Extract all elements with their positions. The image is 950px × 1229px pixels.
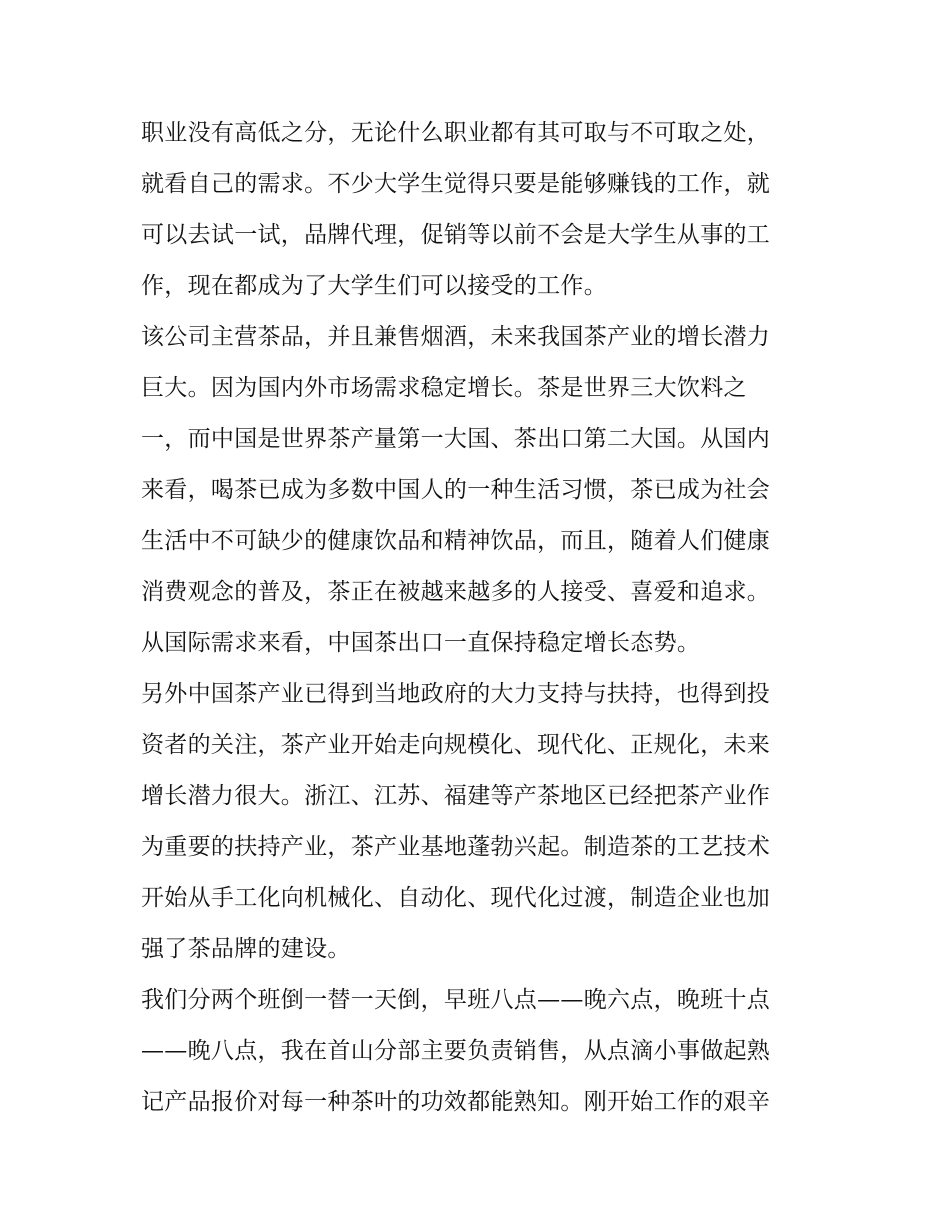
paragraph-company-business [141,312,813,669]
text-line: 资者的关注，茶产业开始走向规模化、现代化、正规化，未来 [141,732,771,758]
paragraph-career-view [141,108,813,312]
text-line: 从国际需求来看，中国茶出口一直保持稳定增长态势。 [141,630,701,656]
paragraph-work-shifts [141,975,813,1128]
text-line: 另外中国茶产业已得到当地政府的大力支持与扶持，也得到投 [141,681,771,707]
text-line: 巨大。因为国内外市场需求稳定增长。茶是世界三大饮料之 [141,375,747,401]
document-body [141,108,813,1128]
text-line: 开始从手工化向机械化、自动化、现代化过渡，制造企业也加 [141,885,771,911]
text-line: 消费观念的普及，茶正在被越来越多的人接受、喜爱和追求。 [141,579,771,605]
text-line: 来看，喝茶已成为多数中国人的一种生活习惯，茶已成为社会 [141,477,771,503]
text-line: 就看自己的需求。不少大学生觉得只要是能够赚钱的工作，就 [141,171,771,197]
text-line: 我们分两个班倒一替一天倒，早班八点——晚六点，晚班十点 [141,987,771,1013]
text-line: 增长潜力很大。浙江、江苏、福建等产茶地区已经把茶产业作 [141,783,771,809]
text-line: 该公司主营茶品，并且兼售烟酒，未来我国茶产业的增长潜力 [141,324,771,350]
text-line: 一，而中国是世界茶产量第一大国、茶出口第二大国。从国内 [141,426,771,452]
text-line: 可以去试一试，品牌代理，促销等以前不会是大学生从事的工 [141,222,771,248]
text-line: 为重要的扶持产业，茶产业基地蓬勃兴起。制造茶的工艺技术 [141,834,771,860]
text-line: 记产品报价对每一种茶叶的功效都能熟知。刚开始工作的艰辛 [141,1089,771,1115]
text-line: 职业没有高低之分，无论什么职业都有其可取与不可取之处， [141,120,771,146]
text-line: 生活中不可缺少的健康饮品和精神饮品，而且，随着人们健康 [141,528,771,554]
text-line: 强了茶品牌的建设。 [141,936,351,962]
text-line: ——晚八点，我在首山分部主要负责销售，从点滴小事做起熟 [141,1038,771,1064]
text-line: 作，现在都成为了大学生们可以接受的工作。 [141,273,607,299]
paragraph-industry-support [141,669,813,975]
